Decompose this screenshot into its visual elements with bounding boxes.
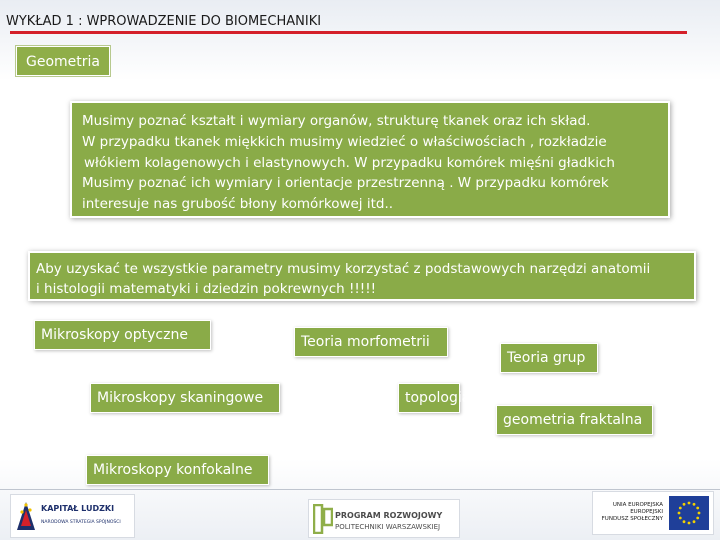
tools-line: Aby uzyskać te wszystkie parametry musimy korzystać z podstawowych narzędzi anatomii [36,261,651,277]
tag-mikroskopy-konfokalne: Mikroskopy konfokalne [86,455,269,485]
tag-mikroskopy-optyczne: Mikroskopy optyczne [34,320,211,350]
kapital-ludzki-subtitle: NARODOWA STRATEGIA SPÓJNOŚCI [41,520,121,525]
geometry-line: W przypadku tkanek miękkich musimy wiedzieć o właściwościach , rozkładzie [82,133,607,150]
program-rozwojowy-logo [308,499,460,538]
eu-line: EUROPEJSKI [630,509,663,515]
title-underline [10,31,687,34]
slide-title: WYKŁAD 1 : WPROWADZENIE DO BIOMECHANIKI [6,14,322,29]
geometry-line: Musimy poznać kształt i wymiary organów, strukturę tkanek oraz ich skład. [82,113,591,129]
tag-teoria-grup: Teoria grup [500,343,598,373]
geometry-line: włókiem kolagenowych i elastynowych. W przypadku komórek mięśni gładkich [84,154,615,171]
geometry-text-box [70,101,670,218]
tools-line: i histologii matematyki i dziedzin pokrewnych !!!!! [36,281,377,297]
kapital-ludzki-icon [13,496,39,536]
tag-geometria-fraktalna: geometria fraktalna [496,405,653,435]
tools-text-box [28,251,696,301]
tag-mikroskopy-skaningowe: Mikroskopy skaningowe [90,383,280,413]
tag-teoria-morfometrii: Teoria morfometrii [294,327,448,357]
geometry-line: Musimy poznać ich wymiary i orientacje przestrzenną . W przypadku komórek [82,175,609,192]
program-line2: POLITECHNIKI WARSZAWSKIEJ [335,523,441,531]
footer-divider [0,489,720,490]
eu-flag-icon [669,496,709,530]
eu-line: UNIA EUROPEJSKA [612,502,663,508]
program-line1: PROGRAM ROZWOJOWY [335,511,443,520]
kapital-ludzki-logo [10,494,135,538]
geometry-line: interesuje nas grubość błony komórkowej itd.. [82,196,394,213]
section-label-geometria: Geometria [16,46,110,76]
tag-topologia: topologia [398,383,460,413]
eu-text [599,502,663,523]
eu-line: FUNDUSZ SPOŁECZNY [601,516,663,522]
kapital-ludzki-title: KAPITAŁ LUDZKI [41,504,115,513]
eu-logo [592,491,714,535]
program-icon [313,504,333,534]
